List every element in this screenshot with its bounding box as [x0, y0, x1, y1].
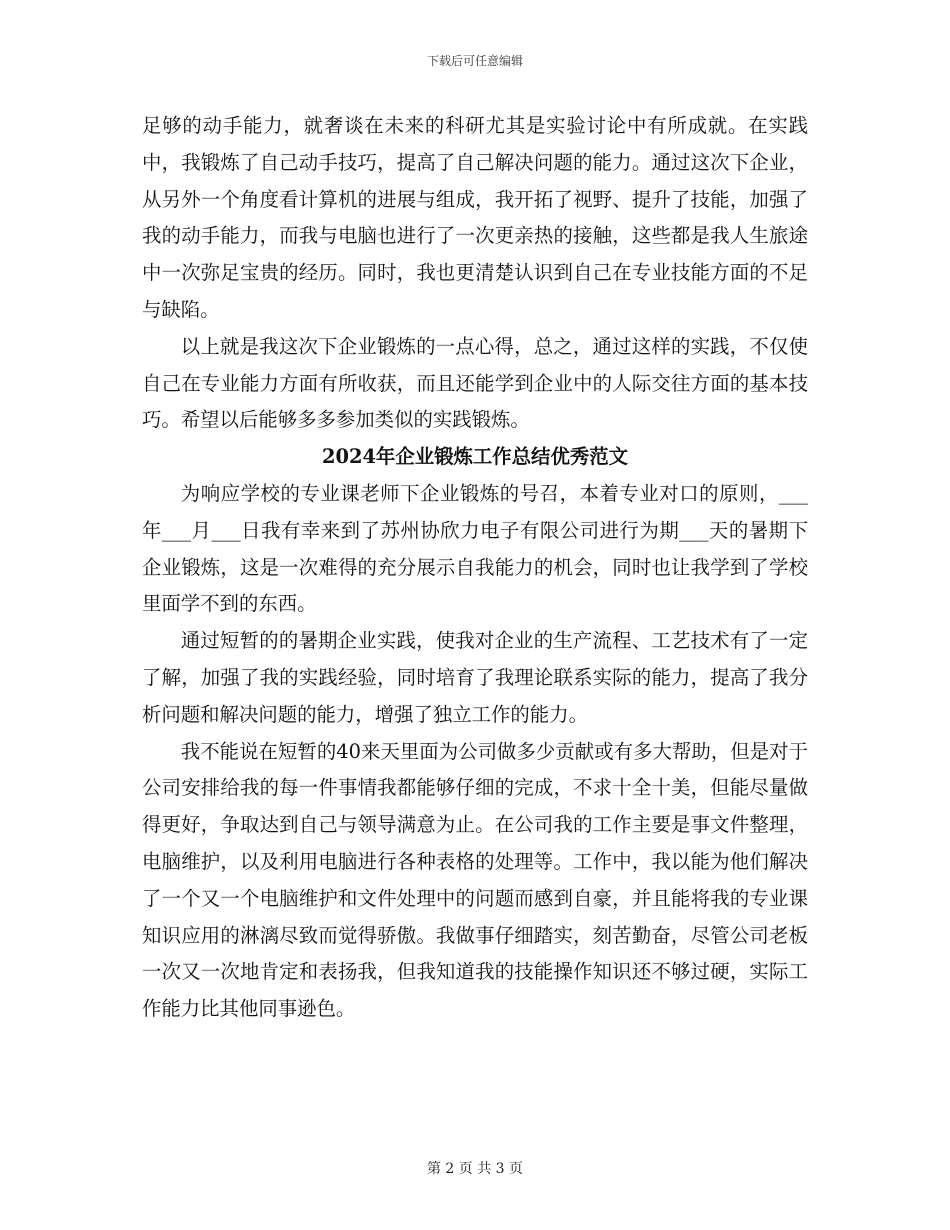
- paragraph: 足够的动手能力，就奢谈在未来的科研尤其是实验讨论中有所成就。在实践中，我锻炼了自己动手技巧，提高了自己解决问题的能力。通过这次下企业，从另外一个角度看计算机的进展与组成，我开拓了视野、提升了技能，加强了我的动手能力，而我与电脑也进行了一次更亲热的接触，这些都是我人生旅途中一次弥足宝贵的经历。同时，我也更清楚认识到自己在专业技能方面的不足与缺陷。: [142, 114, 808, 321]
- page-footer: 第 2 页 共 3 页: [426, 1161, 524, 1177]
- paragraph: 我不能说在短暂的40来天里面为公司做多少贡献或有多大帮助，但是对于公司安排给我的每一件事情我都能够仔细的完成，不求十全十美，但能尽量做得更好，争取达到自己与领导满意为止。在公司我的工作主要是事文件整理，电脑维护，以及利用电脑进行各种表格的处理等。工作中，我以能为他们解决了一个又一个电脑维护和文件处理中的问题而感到自豪，并且能将我的专业课知识应用的淋漓尽致而觉得骄傲。我做事仔细踏实，刻苦勤奋，尽管公司老板一次又一次地肯定和表扬我，但我知道我的技能操作知识还不够过硬，实际工作能力比其他同事逊色。: [142, 739, 808, 1021]
- paragraph: 为响应学校的专业课老师下企业锻炼的号召，本着专业对口的原则，___年___月___日我有幸来到了苏州协欣力电子有限公司进行为期___天的暑期下企业锻炼，这是一次难得的充分展示自我能力的机会，同时也让我学到了学校里面学不到的东西。: [142, 481, 808, 616]
- page-header: 下载后可任意编辑: [426, 54, 523, 68]
- section-title: 2024年企业锻炼工作总结优秀范文: [321, 445, 629, 469]
- document-body: [142, 108, 808, 1028]
- paragraph: 以上就是我这次下企业锻炼的一点心得，总之，通过这样的实践，不仅使自己在专业能力方面有所收获，而且还能学到企业中的人际交往方面的基本技巧。希望以后能够多多参加类似的实践锻炼。: [142, 334, 808, 432]
- paragraph: 通过短暂的的暑期企业实践，使我对企业的生产流程、工艺技术有了一定了解，加强了我的实践经验，同时培育了我理论联系实际的能力，提高了我分析问题和解决问题的能力，增强了独立工作的能力。: [142, 629, 808, 726]
